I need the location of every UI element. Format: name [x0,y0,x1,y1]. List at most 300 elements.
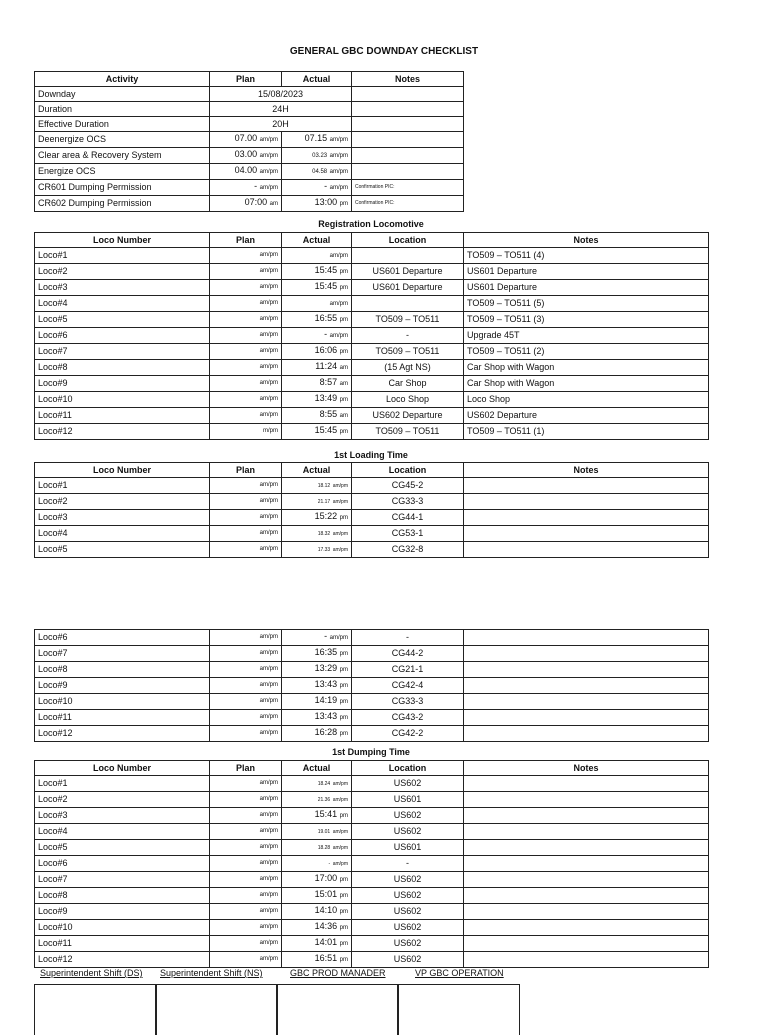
notes-cell: Upgrade 45T [464,328,709,344]
table-header-row [35,233,709,248]
actual-cell [282,424,352,440]
notes-cell: TO509 – TO511 (1) [464,424,709,440]
actual-cell [282,164,352,180]
plan-cell: am/pm [210,952,282,968]
plan-cell: m/pm [210,424,282,440]
actual-cell [282,920,352,936]
header-actual: Actual [282,761,352,776]
table-row [35,726,709,742]
actual-value: 15:41 [314,809,338,819]
loading-table-continued [34,629,709,742]
plan-unit: am/pm [259,153,278,159]
loco-number-cell: Loco#3 [35,280,210,296]
actual-cell [282,792,352,808]
header-loco-number: Loco Number [35,761,210,776]
actual-value: - [328,861,331,867]
header-plan: Plan [210,761,282,776]
table-row [35,148,464,164]
duration-value: 24H [210,102,352,117]
table-row [35,952,709,968]
plan-cell [210,180,282,196]
location-cell: US601 [352,840,464,856]
plan-cell: am/pm [210,776,282,792]
table-row [35,392,709,408]
location-cell: US602 [352,936,464,952]
signature-label-ds: Superintendent Shift (DS) [40,968,143,978]
location-cell: US601 Departure [352,280,464,296]
actual-unit: am/pm [332,531,348,537]
table-row [35,920,709,936]
location-cell: US602 Departure [352,408,464,424]
header-notes: Notes [352,72,464,87]
notes-cell: US602 Departure [464,408,709,424]
downday-value: 15/08/2023 [210,87,352,102]
header-activity: Activity [35,72,210,87]
actual-unit: am/pm [329,169,348,175]
location-cell: CG43-2 [352,710,464,726]
notes-cell [464,494,709,510]
signature-box-ns[interactable] [155,984,278,1035]
actual-unit: pm [339,731,348,737]
table-row [35,856,709,872]
activity-checklist-table [34,71,464,212]
plan-cell: am/pm [210,344,282,360]
actual-cell [282,376,352,392]
table-row [35,264,709,280]
table-row [35,117,464,132]
actual-cell [282,510,352,526]
location-cell [352,296,464,312]
loco-number-cell: Loco#12 [35,424,210,440]
loco-number-cell: Loco#6 [35,630,210,646]
actual-unit: am/pm [329,253,348,259]
notes-cell [464,888,709,904]
actual-value: 15:22 [314,511,338,521]
actual-cell [282,180,352,196]
table-row [35,87,464,102]
actual-value: 18.24 [317,781,331,787]
header-location: Location [352,233,464,248]
location-cell: CG33-3 [352,694,464,710]
plan-cell: am/pm [210,408,282,424]
actual-unit: am/pm [332,861,348,867]
actual-cell [282,526,352,542]
actual-cell [282,840,352,856]
location-cell: US602 [352,952,464,968]
actual-value: 13:29 [314,663,338,673]
table-row [35,510,709,526]
actual-value: 14:19 [314,695,338,705]
table-row [35,824,709,840]
actual-value: 16:28 [314,727,338,737]
actual-cell [282,196,352,212]
loco-number-cell: Loco#4 [35,296,210,312]
plan-cell: am/pm [210,856,282,872]
table-row [35,872,709,888]
plan-cell: am/pm [210,392,282,408]
loco-number-cell: Loco#10 [35,694,210,710]
actual-unit: am [339,381,348,387]
duration-label: Duration [35,102,210,117]
registration-caption: Registration Locomotive [318,219,424,229]
plan-cell: am/pm [210,376,282,392]
actual-value: 13:43 [314,711,338,721]
dumping-caption: 1st Dumping Time [332,747,410,757]
location-cell: US601 Departure [352,264,464,280]
actual-value: 03.23 [312,153,328,159]
loco-number-cell: Loco#4 [35,824,210,840]
notes-cell [464,776,709,792]
notes-cell [464,856,709,872]
actual-value: 8:55 [319,409,338,419]
loco-number-cell: Loco#3 [35,808,210,824]
plan-cell: am/pm [210,872,282,888]
plan-cell: am/pm [210,710,282,726]
location-cell: CG45-2 [352,478,464,494]
table-row [35,542,709,558]
actual-value: 16:35 [314,647,338,657]
location-cell: TO509 – TO511 [352,424,464,440]
actual-cell [282,856,352,872]
dumping-table [34,760,709,968]
header-actual: Actual [282,233,352,248]
actual-unit: pm [339,909,348,915]
notes-cell [464,952,709,968]
loco-number-cell: Loco#11 [35,408,210,424]
header-loco-number: Loco Number [35,463,210,478]
location-cell: CG44-2 [352,646,464,662]
actual-value: 16:51 [314,953,338,963]
actual-unit: am [339,365,348,371]
location-cell [352,248,464,264]
table-row [35,710,709,726]
location-cell: (15 Agt NS) [352,360,464,376]
notes-cell [464,936,709,952]
loco-number-cell: Loco#9 [35,678,210,694]
plan-cell: am/pm [210,888,282,904]
plan-unit: am/pm [259,185,278,191]
actual-value: - [324,631,328,641]
effective-duration-label: Effective Duration [35,117,210,132]
location-cell: CG32-8 [352,542,464,558]
notes-cell [464,510,709,526]
table-row [35,248,709,264]
plan-cell: am/pm [210,904,282,920]
notes-cell: Car Shop with Wagon [464,376,709,392]
notes-cell [464,694,709,710]
header-location: Location [352,761,464,776]
table-row [35,280,709,296]
actual-unit: pm [339,317,348,323]
actual-unit: pm [339,813,348,819]
notes-cell [464,646,709,662]
actual-cell [282,808,352,824]
actual-value: 13:43 [314,679,338,689]
effective-duration-value: 20H [210,117,352,132]
header-notes: Notes [464,233,709,248]
actual-unit: pm [339,515,348,521]
actual-cell [282,132,352,148]
header-notes: Notes [464,463,709,478]
actual-cell [282,936,352,952]
table-row [35,424,709,440]
actual-unit: am/pm [332,797,348,803]
header-plan: Plan [210,72,282,87]
location-cell: US602 [352,920,464,936]
table-header-row [35,463,709,478]
actual-unit: pm [339,397,348,403]
actual-cell [282,662,352,678]
actual-unit: am/pm [329,333,348,339]
header-actual: Actual [282,72,352,87]
table-row [35,132,464,148]
location-cell: US602 [352,904,464,920]
location-cell: CG42-2 [352,726,464,742]
document-title: GENERAL GBC DOWNDAY CHECKLIST [289,46,479,57]
loco-number-cell: Loco#6 [35,856,210,872]
actual-value: 15:45 [314,281,338,291]
loco-number-cell: Loco#9 [35,904,210,920]
actual-unit: pm [339,715,348,721]
plan-cell: am/pm [210,478,282,494]
actual-unit: am [339,413,348,419]
actual-value: 8:57 [319,377,338,387]
notes-cell: TO509 – TO511 (2) [464,344,709,360]
actual-cell [282,776,352,792]
actual-value: 16:06 [314,345,338,355]
actual-value: 14:01 [314,937,338,947]
notes-cell [352,117,464,132]
actual-cell [282,312,352,328]
plan-cell [210,132,282,148]
header-plan: Plan [210,233,282,248]
loco-number-cell: Loco#5 [35,312,210,328]
location-cell: TO509 – TO511 [352,312,464,328]
table-row [35,312,709,328]
actual-cell [282,824,352,840]
actual-value: 14:10 [314,905,338,915]
registration-table [34,232,709,440]
plan-cell: am/pm [210,526,282,542]
table-row [35,478,709,494]
signature-box-ds[interactable] [34,984,157,1035]
activity-cell: Clear area & Recovery System [35,148,210,164]
table-row [35,792,709,808]
signature-label-vp: VP GBC OPERATION [415,968,504,978]
table-row [35,494,709,510]
notes-cell [464,710,709,726]
loco-number-cell: Loco#1 [35,248,210,264]
loco-number-cell: Loco#5 [35,840,210,856]
plan-cell: am/pm [210,510,282,526]
plan-cell: am/pm [210,726,282,742]
plan-cell: am/pm [210,808,282,824]
loco-number-cell: Loco#1 [35,478,210,494]
actual-value: 17:00 [314,873,338,883]
actual-value: 15:01 [314,889,338,899]
plan-unit: am/pm [259,169,278,175]
notes-cell [464,726,709,742]
actual-value: 13:00 [314,197,338,207]
actual-cell [282,478,352,494]
table-row [35,196,464,212]
location-cell: - [352,328,464,344]
actual-cell [282,678,352,694]
loco-number-cell: Loco#2 [35,494,210,510]
plan-cell: am/pm [210,824,282,840]
table-row [35,376,709,392]
notes-cell [464,478,709,494]
actual-unit: am/pm [329,635,348,641]
loco-number-cell: Loco#9 [35,376,210,392]
location-cell: US601 [352,792,464,808]
plan-unit: am/pm [259,137,278,143]
loco-number-cell: Loco#8 [35,662,210,678]
table-row [35,662,709,678]
plan-cell: am/pm [210,264,282,280]
location-cell: TO509 – TO511 [352,344,464,360]
actual-value: 13:49 [314,393,338,403]
actual-value: 11:24 [315,361,338,371]
actual-cell [282,952,352,968]
notes-cell: US601 Departure [464,264,709,280]
actual-value: 21.17 [317,499,331,505]
actual-cell [282,726,352,742]
plan-cell: am/pm [210,360,282,376]
actual-unit: pm [339,957,348,963]
plan-cell: am/pm [210,280,282,296]
plan-cell: am/pm [210,494,282,510]
actual-cell [282,710,352,726]
table-row [35,776,709,792]
notes-cell [352,164,464,180]
loco-number-cell: Loco#11 [35,710,210,726]
signature-label-prod-manager: GBC PROD MANADER [290,968,386,978]
actual-unit: pm [339,683,348,689]
signature-box-prod-manager[interactable] [276,984,399,1035]
actual-value: 18.32 [317,531,331,537]
actual-unit: pm [339,349,348,355]
actual-cell [282,888,352,904]
actual-value: 07.15 [304,133,328,143]
loco-number-cell: Loco#12 [35,726,210,742]
downday-label: Downday [35,87,210,102]
actual-cell [282,494,352,510]
loading-table [34,462,709,558]
actual-value: 21.36 [317,797,331,803]
plan-cell [210,196,282,212]
plan-cell: am/pm [210,840,282,856]
notes-cell: Car Shop with Wagon [464,360,709,376]
loco-number-cell: Loco#5 [35,542,210,558]
actual-unit: am/pm [332,845,348,851]
actual-cell [282,694,352,710]
location-cell: CG33-3 [352,494,464,510]
header-notes: Notes [464,761,709,776]
plan-value: 03.00 [234,149,258,159]
header-plan: Plan [210,463,282,478]
location-cell: US602 [352,808,464,824]
table-header-row [35,761,709,776]
table-row [35,694,709,710]
notes-cell: Confirmation PIC: [352,180,464,196]
notes-cell [352,87,464,102]
table-row [35,840,709,856]
plan-cell: am/pm [210,630,282,646]
actual-unit: pm [339,667,348,673]
actual-unit: pm [339,269,348,275]
actual-value: 15:45 [314,265,338,275]
location-cell: CG44-1 [352,510,464,526]
actual-unit: pm [339,201,348,207]
plan-cell: am/pm [210,662,282,678]
location-cell: US602 [352,872,464,888]
plan-value: 04.00 [234,165,258,175]
plan-cell: am/pm [210,328,282,344]
plan-cell: am/pm [210,248,282,264]
actual-unit: am/pm [329,153,348,159]
activity-cell: Energize OCS [35,164,210,180]
plan-cell: am/pm [210,792,282,808]
actual-unit: am/pm [329,301,348,307]
loco-number-cell: Loco#2 [35,792,210,808]
actual-value: 15:45 [314,425,338,435]
notes-cell: Confirmation PIC: [352,196,464,212]
location-cell: CG21-1 [352,662,464,678]
notes-cell [464,904,709,920]
notes-cell [352,102,464,117]
actual-unit: pm [339,893,348,899]
loco-number-cell: Loco#4 [35,526,210,542]
location-cell: CG42-4 [352,678,464,694]
notes-cell [464,662,709,678]
loco-number-cell: Loco#10 [35,392,210,408]
notes-cell [464,808,709,824]
signature-box-vp[interactable] [397,984,520,1035]
loco-number-cell: Loco#8 [35,360,210,376]
loco-number-cell: Loco#11 [35,936,210,952]
actual-cell [282,904,352,920]
actual-unit: pm [339,429,348,435]
actual-cell [282,872,352,888]
loco-number-cell: Loco#7 [35,872,210,888]
table-row [35,888,709,904]
actual-unit: am/pm [332,547,348,553]
notes-cell [464,526,709,542]
header-loco-number: Loco Number [35,233,210,248]
actual-unit: am/pm [329,137,348,143]
loading-caption: 1st Loading Time [334,450,408,460]
plan-cell: am/pm [210,542,282,558]
plan-cell: am/pm [210,646,282,662]
actual-unit: pm [339,699,348,705]
notes-cell: TO509 – TO511 (5) [464,296,709,312]
table-row [35,630,709,646]
loco-number-cell: Loco#10 [35,920,210,936]
table-row [35,102,464,117]
actual-value: 04.58 [312,169,328,175]
notes-cell [464,630,709,646]
actual-cell [282,630,352,646]
actual-cell [282,408,352,424]
actual-value: 17.33 [317,547,331,553]
actual-value: - [324,181,328,191]
table-row [35,344,709,360]
actual-cell [282,296,352,312]
plan-cell: am/pm [210,936,282,952]
notes-cell: TO509 – TO511 (4) [464,248,709,264]
actual-unit: pm [339,941,348,947]
